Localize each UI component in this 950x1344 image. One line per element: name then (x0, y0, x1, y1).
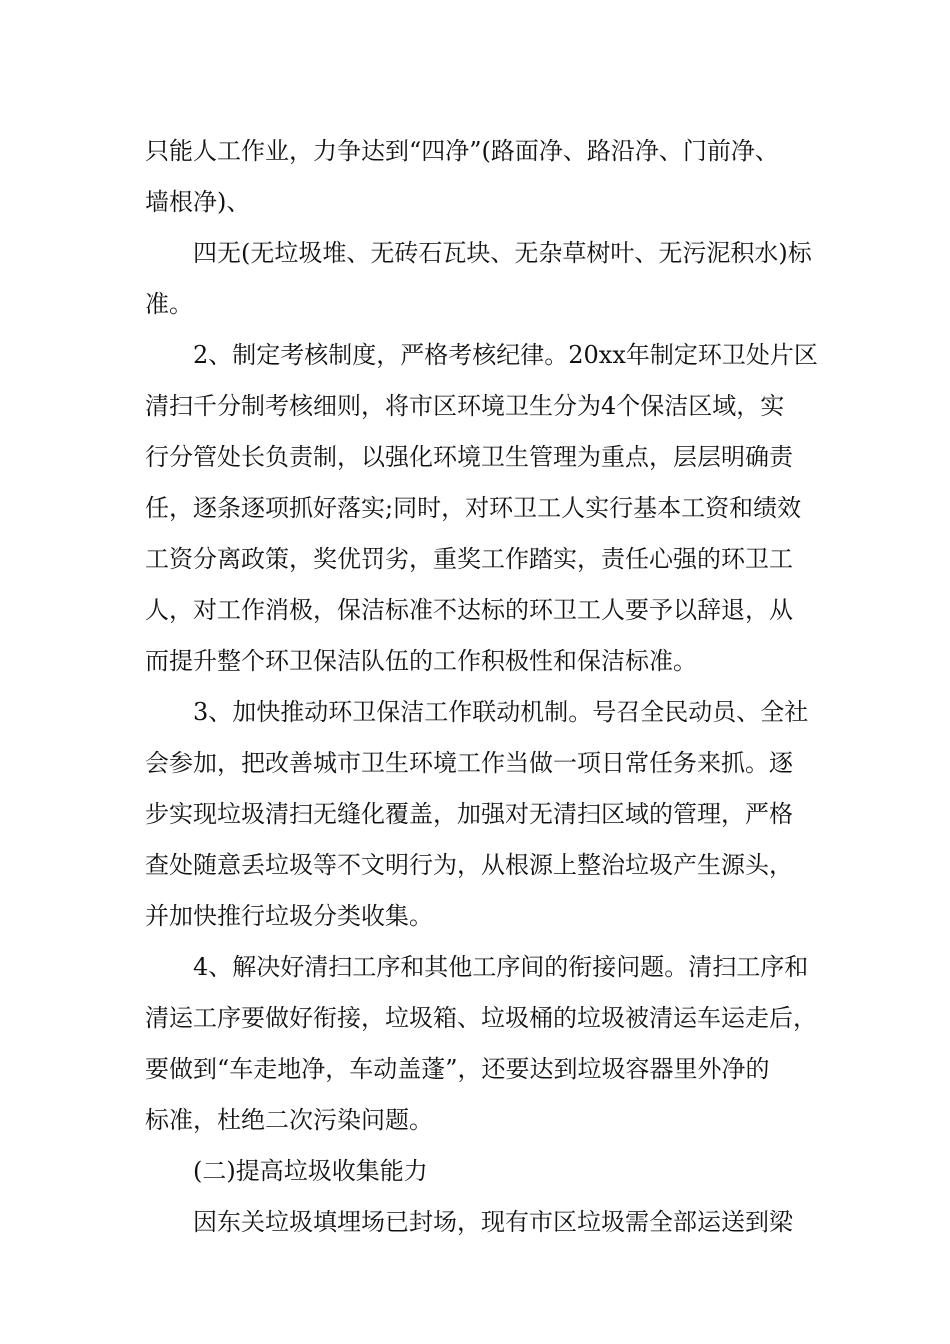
body-text (145, 126, 818, 1248)
text-line: 只能人工作业，力争达到“四净”(路面净、路沿净、门前净、 (145, 137, 779, 165)
text-line: 工资分离政策，奖优罚劣，重奖工作踏实，责任心强的环卫工 (145, 545, 793, 573)
text-line: 会参加，把改善城市卫生环境工作当做一项日常任务来抓。逐 (145, 749, 793, 777)
text-line: 并加快推行垃圾分类收集。 (145, 902, 433, 930)
text-line: 4、解决好清扫工序和其他工序间的衔接问题。清扫工序和 (193, 953, 809, 981)
text-line: 要做到“车走地净，车动盖蓬”，还要达到垃圾容器里外净的 (145, 1055, 770, 1083)
text-line: 墙根净)、 (145, 188, 251, 216)
text-line: 步实现垃圾清扫无缝化覆盖，加强对无清扫区域的管理，严格 (145, 800, 793, 828)
text-line: 标准，杜绝二次污染问题。 (145, 1106, 433, 1134)
text-line: 而提升整个环卫保洁队伍的工作积极性和保洁标准。 (145, 647, 697, 675)
text-line: 人，对工作消极，保洁标准不达标的环卫工人要予以辞退，从 (145, 596, 793, 624)
text-line: 四无(无垃圾堆、无砖石瓦块、无杂草树叶、无污泥积水)标 (193, 239, 812, 267)
text-line: 清扫千分制考核细则，将市区环境卫生分为4个保洁区域，实 (145, 392, 785, 420)
text-line: 2、制定考核制度，严格考核纪律。20xx年制定环卫处片区 (193, 341, 818, 369)
text-line: 3、加快推动环卫保洁工作联动机制。号召全民动员、全社 (193, 698, 809, 726)
text-line: 任，逐条逐项抓好落实;同时，对环卫工人实行基本工资和绩效 (145, 494, 802, 522)
text-line: 因东关垃圾填埋场已封场，现有市区垃圾需全部运送到梁 (193, 1208, 793, 1236)
text-line: 清运工序要做好衔接，垃圾箱、垃圾桶的垃圾被清运车运走后， (145, 1004, 817, 1032)
text-line: 行分管处长负责制，以强化环境卫生管理为重点，层层明确责 (145, 443, 793, 471)
text-line: 准。 (145, 290, 193, 318)
text-line: 查处随意丢垃圾等不文明行为，从根源上整治垃圾产生源头， (145, 851, 793, 879)
section-heading: (二)提高垃圾收集能力 (193, 1157, 428, 1185)
